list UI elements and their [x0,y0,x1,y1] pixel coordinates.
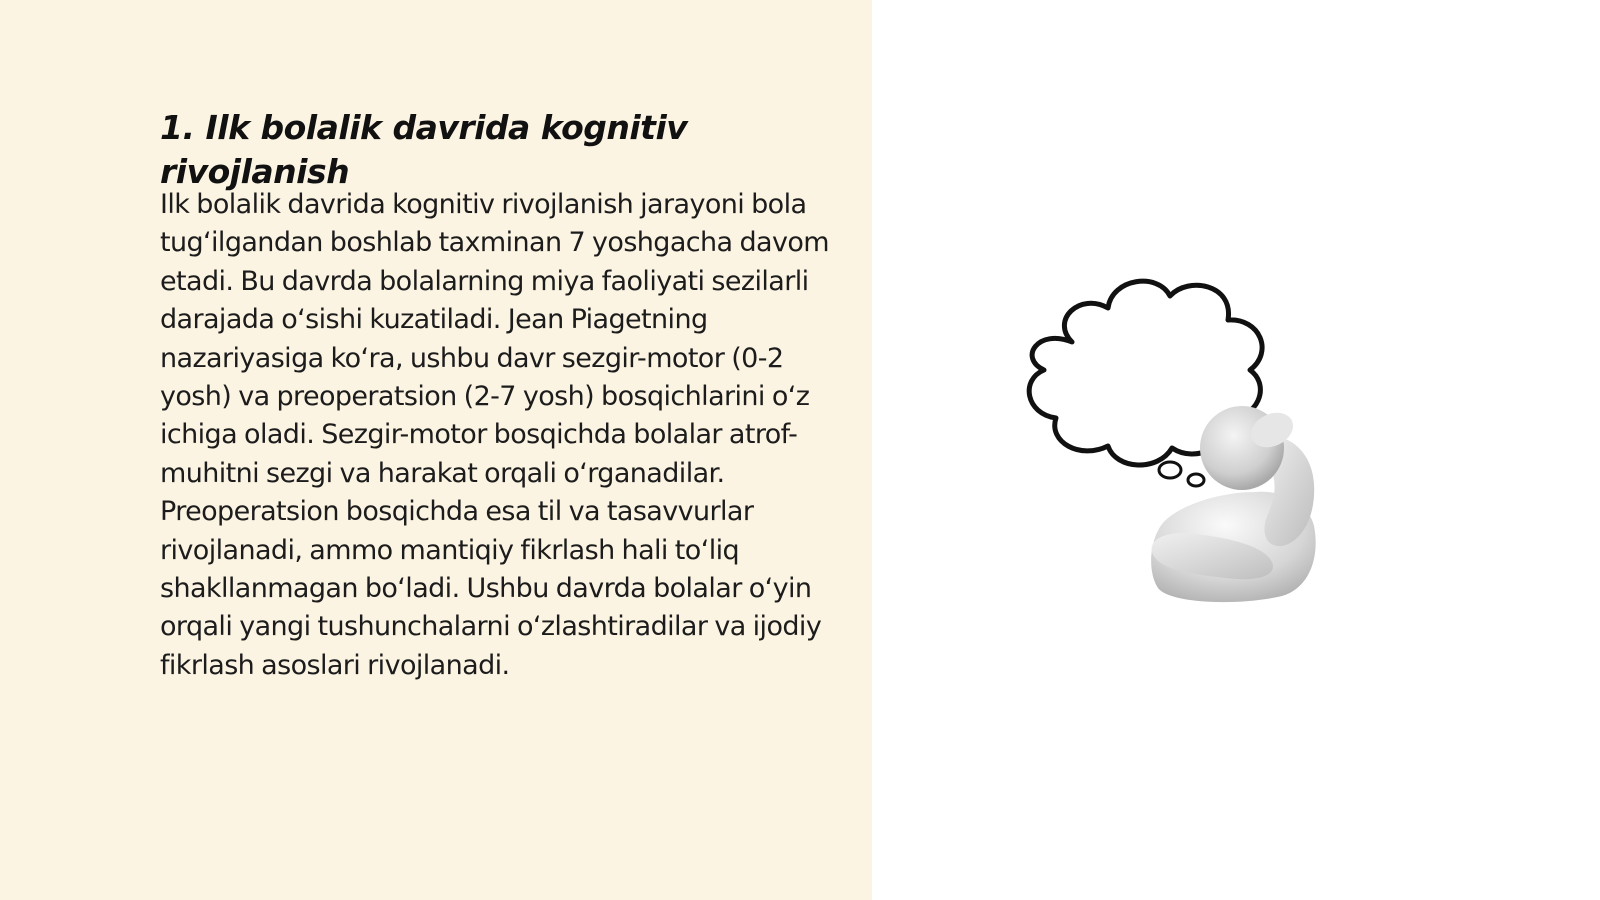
slide-heading: 1. Ilk bolalik davrida kognitiv rivojlanish [160,108,688,191]
slide-body-text: Ilk bolalik davrida kognitiv rivojlanish jarayoni bola tug‘ilgandan boshlab taxminan 7 yoshgacha davom etadi. Bu davrda bolalarning miya faoliyati sezilarli darajada o‘sishi kuzatiladi. Jean Piagetning nazariyasiga ko‘ra, ushbu davr sezgir-motor (0-2 yosh) va preoperatsion (2-7 yosh) bosqichlarini o‘z ichiga oladi. Sezgir-motor bosqichda bolalar atrof-muhitni sezgi va harakat orqali o‘rganadilar. Preoperatsion bosqichda esa til va tasavvurlar rivojlanadi, ammo mantiqiy fikrlash hali to‘liq shakllanmagan bo‘ladi. Ushbu davrda bolalar o‘yin orqali yangi tushunchalarni o‘zlashtiradilar va ijodiy fikrlash asoslari rivojlanadi. [160,189,829,681]
thinking-person-icon [1020,270,1360,620]
